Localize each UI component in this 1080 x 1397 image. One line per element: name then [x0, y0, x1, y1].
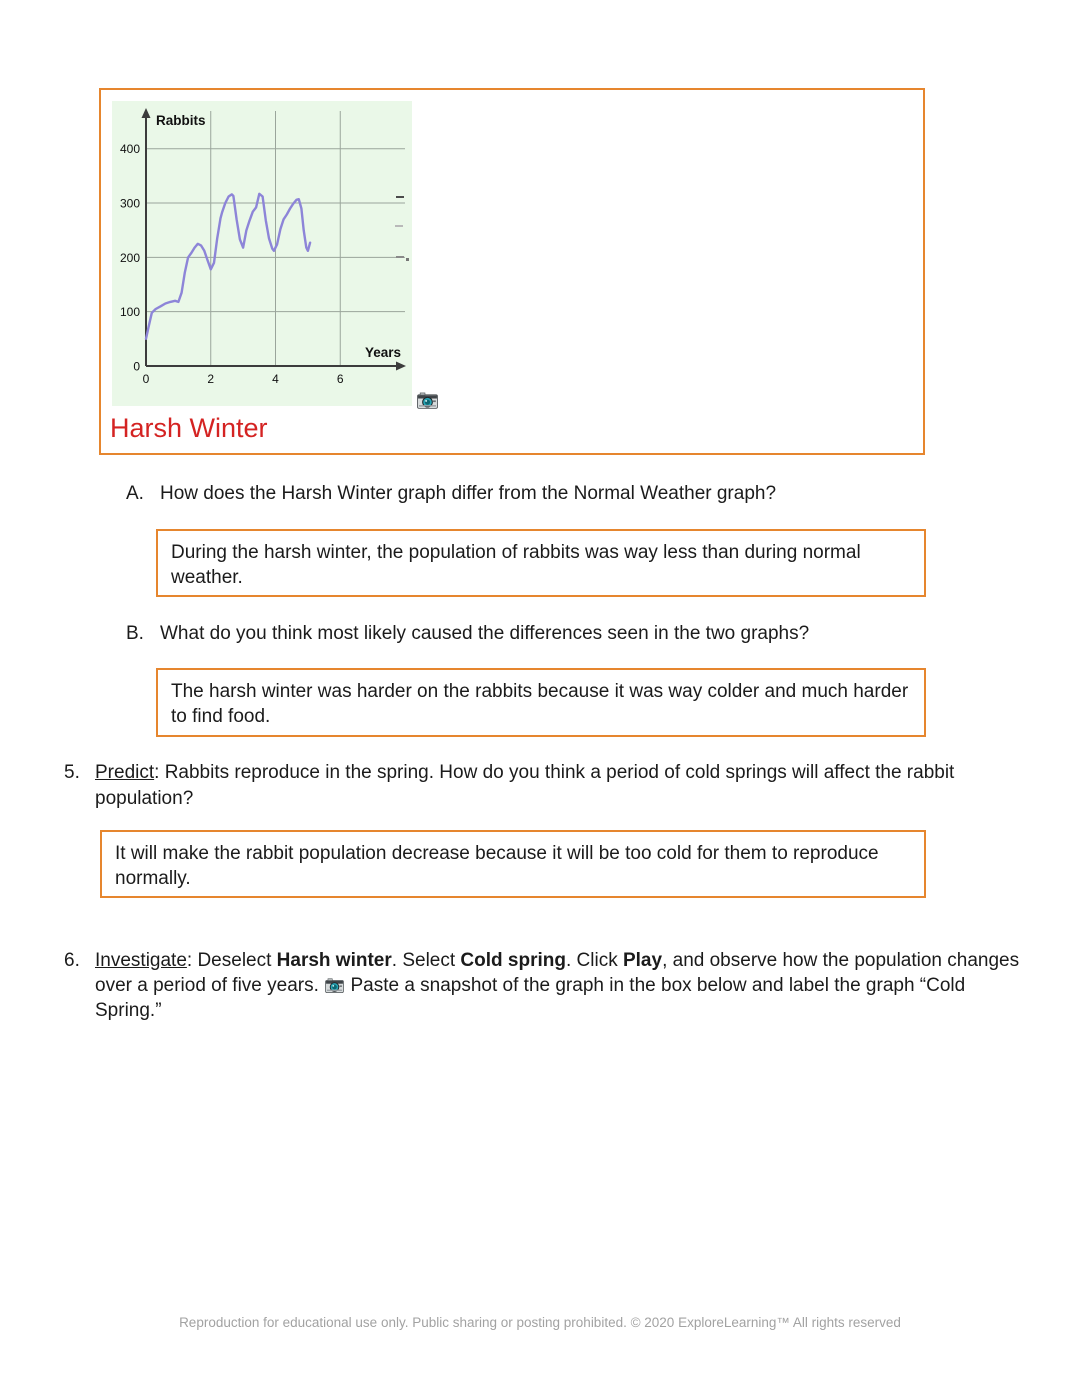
- y-axis-arrow-icon: [142, 108, 151, 118]
- x-axis-arrow-icon: [396, 362, 406, 371]
- footer-text: Reproduction for educational use only. Public sharing or posting prohibited. © 2020 ExploreLearning™ All rights reserved: [179, 1315, 901, 1330]
- x-tick-label: 0: [142, 372, 150, 386]
- x-tick-label: 6: [336, 372, 344, 386]
- screenshot-artifact: [395, 225, 403, 227]
- question-b-text: What do you think most likely caused the differences seen in the two graphs?: [160, 623, 810, 644]
- y-tick-label: 400: [119, 142, 140, 157]
- camera-icon: [325, 978, 344, 993]
- chart-svg: [112, 101, 412, 406]
- screenshot-artifact: [406, 258, 409, 261]
- question-5-label: 5.: [64, 762, 80, 783]
- question-a-label: A.: [126, 483, 144, 504]
- y-tick-label: 0: [133, 359, 140, 374]
- rabbit-population-chart: [112, 101, 412, 406]
- answer-box-a[interactable]: [156, 529, 926, 597]
- y-tick-label: 100: [119, 305, 140, 320]
- screenshot-artifact: [396, 196, 404, 198]
- question-5-text: Predict: Rabbits reproduce in the spring. How do you think a period of cold springs will affect the rabbit population?: [95, 762, 955, 809]
- x-tick-label: 4: [272, 372, 279, 386]
- question-a-text: How does the Harsh Winter graph differ from the Normal Weather graph?: [160, 483, 777, 504]
- answer-box-5[interactable]: [100, 830, 926, 898]
- population-line: [146, 194, 310, 339]
- question-6-text: Investigate: Deselect Harsh winter. Select Cold spring. Click Play, and observe how the population changes over a period of five years. Paste a snapshot of the graph in the box below and label the graph “Cold Spring.”: [95, 950, 1020, 1021]
- camera-icon: [417, 392, 438, 409]
- answer-box-b[interactable]: [156, 668, 926, 737]
- question-b-label: B.: [126, 623, 144, 644]
- y-tick-label: 200: [119, 250, 140, 265]
- x-tick-label: 2: [207, 372, 215, 386]
- graph-label: Harsh Winter: [110, 413, 268, 443]
- question-6-label: 6.: [64, 950, 80, 971]
- y-tick-label: 300: [119, 196, 140, 211]
- answer-a-text: During the harsh winter, the population of rabbits was way less than during normal weather.: [171, 542, 861, 588]
- screenshot-artifact: [396, 256, 404, 258]
- snapshot-panel: [99, 88, 925, 455]
- x-axis-title: Years: [364, 345, 401, 360]
- answer-b-text: The harsh winter was harder on the rabbits because it was way colder and much harder to find food.: [171, 681, 909, 727]
- y-axis-title: Rabbits: [156, 113, 206, 128]
- answer-5-text: It will make the rabbit population decrease because it will be too cold for them to reproduce normally.: [115, 843, 879, 889]
